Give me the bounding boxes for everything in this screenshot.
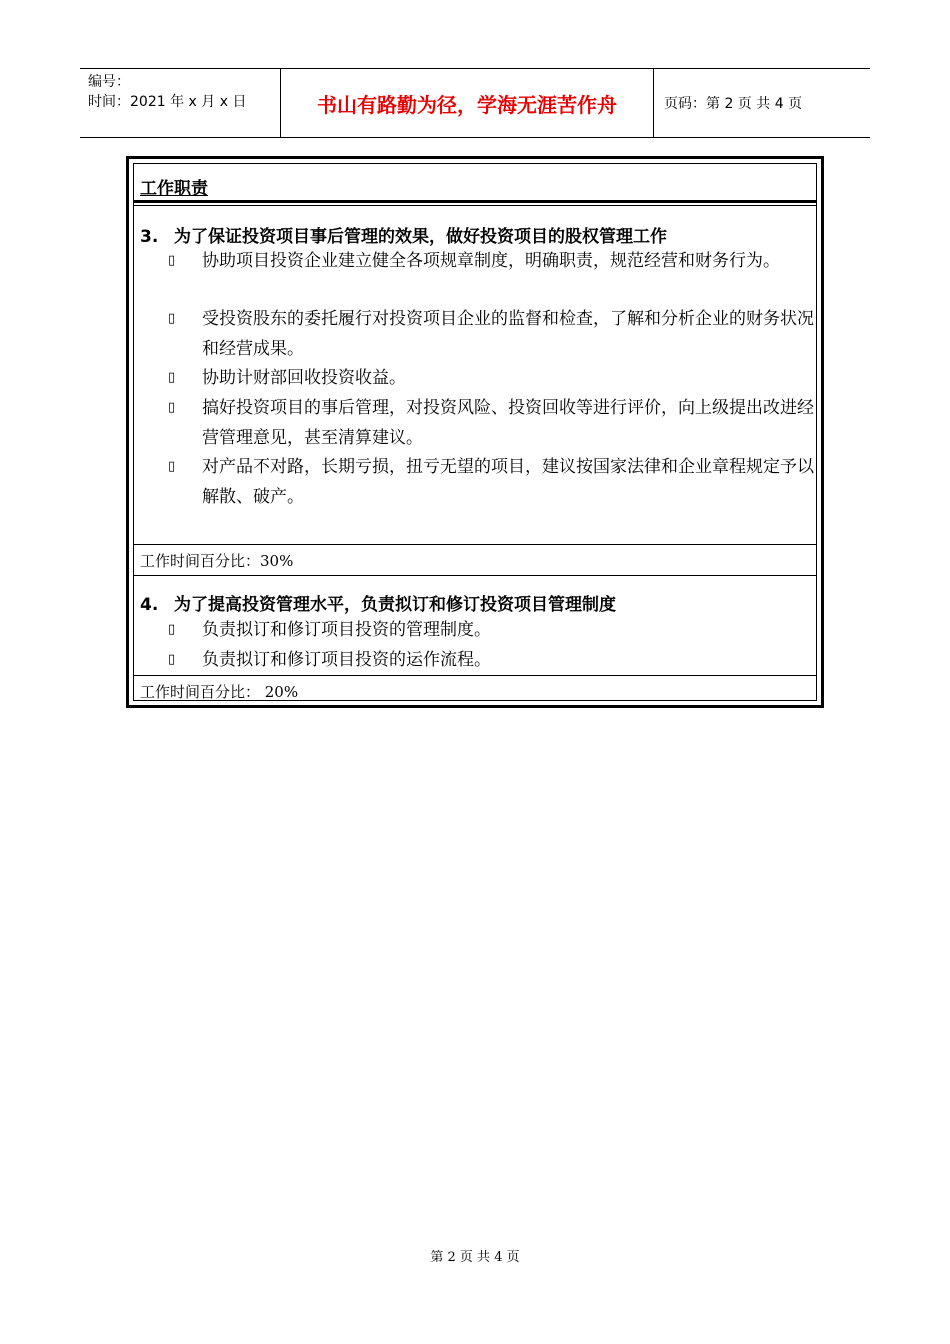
list-item-text: 搞好投资项目的事后管理，对投资风险、投资回收等进行评价，向上级提出改进经营管理意见，甚至清算建议。: [202, 398, 814, 448]
section-heading-text: 为了提高投资管理水平，负责拟订和修订投资项目管理制度: [174, 595, 616, 615]
bullet-icon: ▯: [168, 652, 176, 667]
title-divider: [134, 200, 816, 203]
table-title-row: [134, 164, 816, 204]
list-item-text: 协助计财部回收投资收益。: [202, 368, 406, 388]
bullet-icon: ▯: [168, 622, 176, 637]
duties-table-inner: [133, 163, 817, 701]
header-meta: [80, 69, 281, 137]
section-number: 4.: [140, 595, 159, 615]
section-heading-text: 为了保证投资项目事后管理的效果，做好投资项目的股权管理工作: [174, 227, 667, 247]
list-item: [168, 615, 818, 645]
section-4-heading: [140, 590, 616, 615]
time-label: 时间：2021 年 x 月 x 日: [88, 94, 247, 110]
bullet-icon: ▯: [168, 311, 176, 326]
table-title: 工作职责: [140, 179, 208, 199]
number-label: 编号：: [88, 74, 130, 90]
list-item: [168, 645, 818, 675]
section-3-heading: [140, 222, 667, 247]
time-percentage: 工作时间百分比：30%: [140, 552, 294, 570]
list-item-text: 负责拟订和修订项目投资的运作流程。: [202, 650, 491, 670]
list-item: [168, 393, 818, 453]
duties-table: [126, 156, 824, 708]
list-item: [168, 304, 818, 364]
list-item: [168, 452, 818, 512]
bullet-icon: ▯: [168, 370, 176, 385]
list-item: [168, 246, 818, 276]
time-percentage-row: [134, 675, 816, 706]
header-motto: [281, 69, 654, 137]
list-item-text: 受投资股东的委托履行对投资项目企业的监督和检查，了解和分析企业的财务状况和经营成果。: [202, 309, 814, 359]
list-item-text: 协助项目投资企业建立健全各项规章制度，明确职责，规范经营和财务行为。: [202, 251, 780, 271]
page-header: [80, 68, 870, 138]
bullet-icon: ▯: [168, 459, 176, 474]
bullet-icon: ▯: [168, 400, 176, 415]
header-page-info: [654, 69, 870, 137]
title-divider-thin: [134, 205, 816, 206]
list-item-text: 对产品不对路，长期亏损，扭亏无望的项目，建议按国家法律和企业章程规定予以解散、破产。: [202, 457, 814, 507]
time-percentage: 工作时间百分比： 20%: [140, 683, 299, 701]
footer-page-number: 第 2 页 共 4 页: [430, 1250, 520, 1265]
section-number: 3.: [140, 227, 159, 247]
bullet-icon: ▯: [168, 253, 176, 268]
page-footer: [0, 1246, 950, 1265]
time-percentage-row: [134, 544, 816, 576]
list-item-text: 负责拟订和修订项目投资的管理制度。: [202, 620, 491, 640]
motto-text: 书山有路勤为径，学海无涯苦作舟: [317, 92, 617, 117]
page-info-text: 页码：第 2 页 共 4 页: [664, 96, 803, 112]
list-item: [168, 363, 818, 393]
